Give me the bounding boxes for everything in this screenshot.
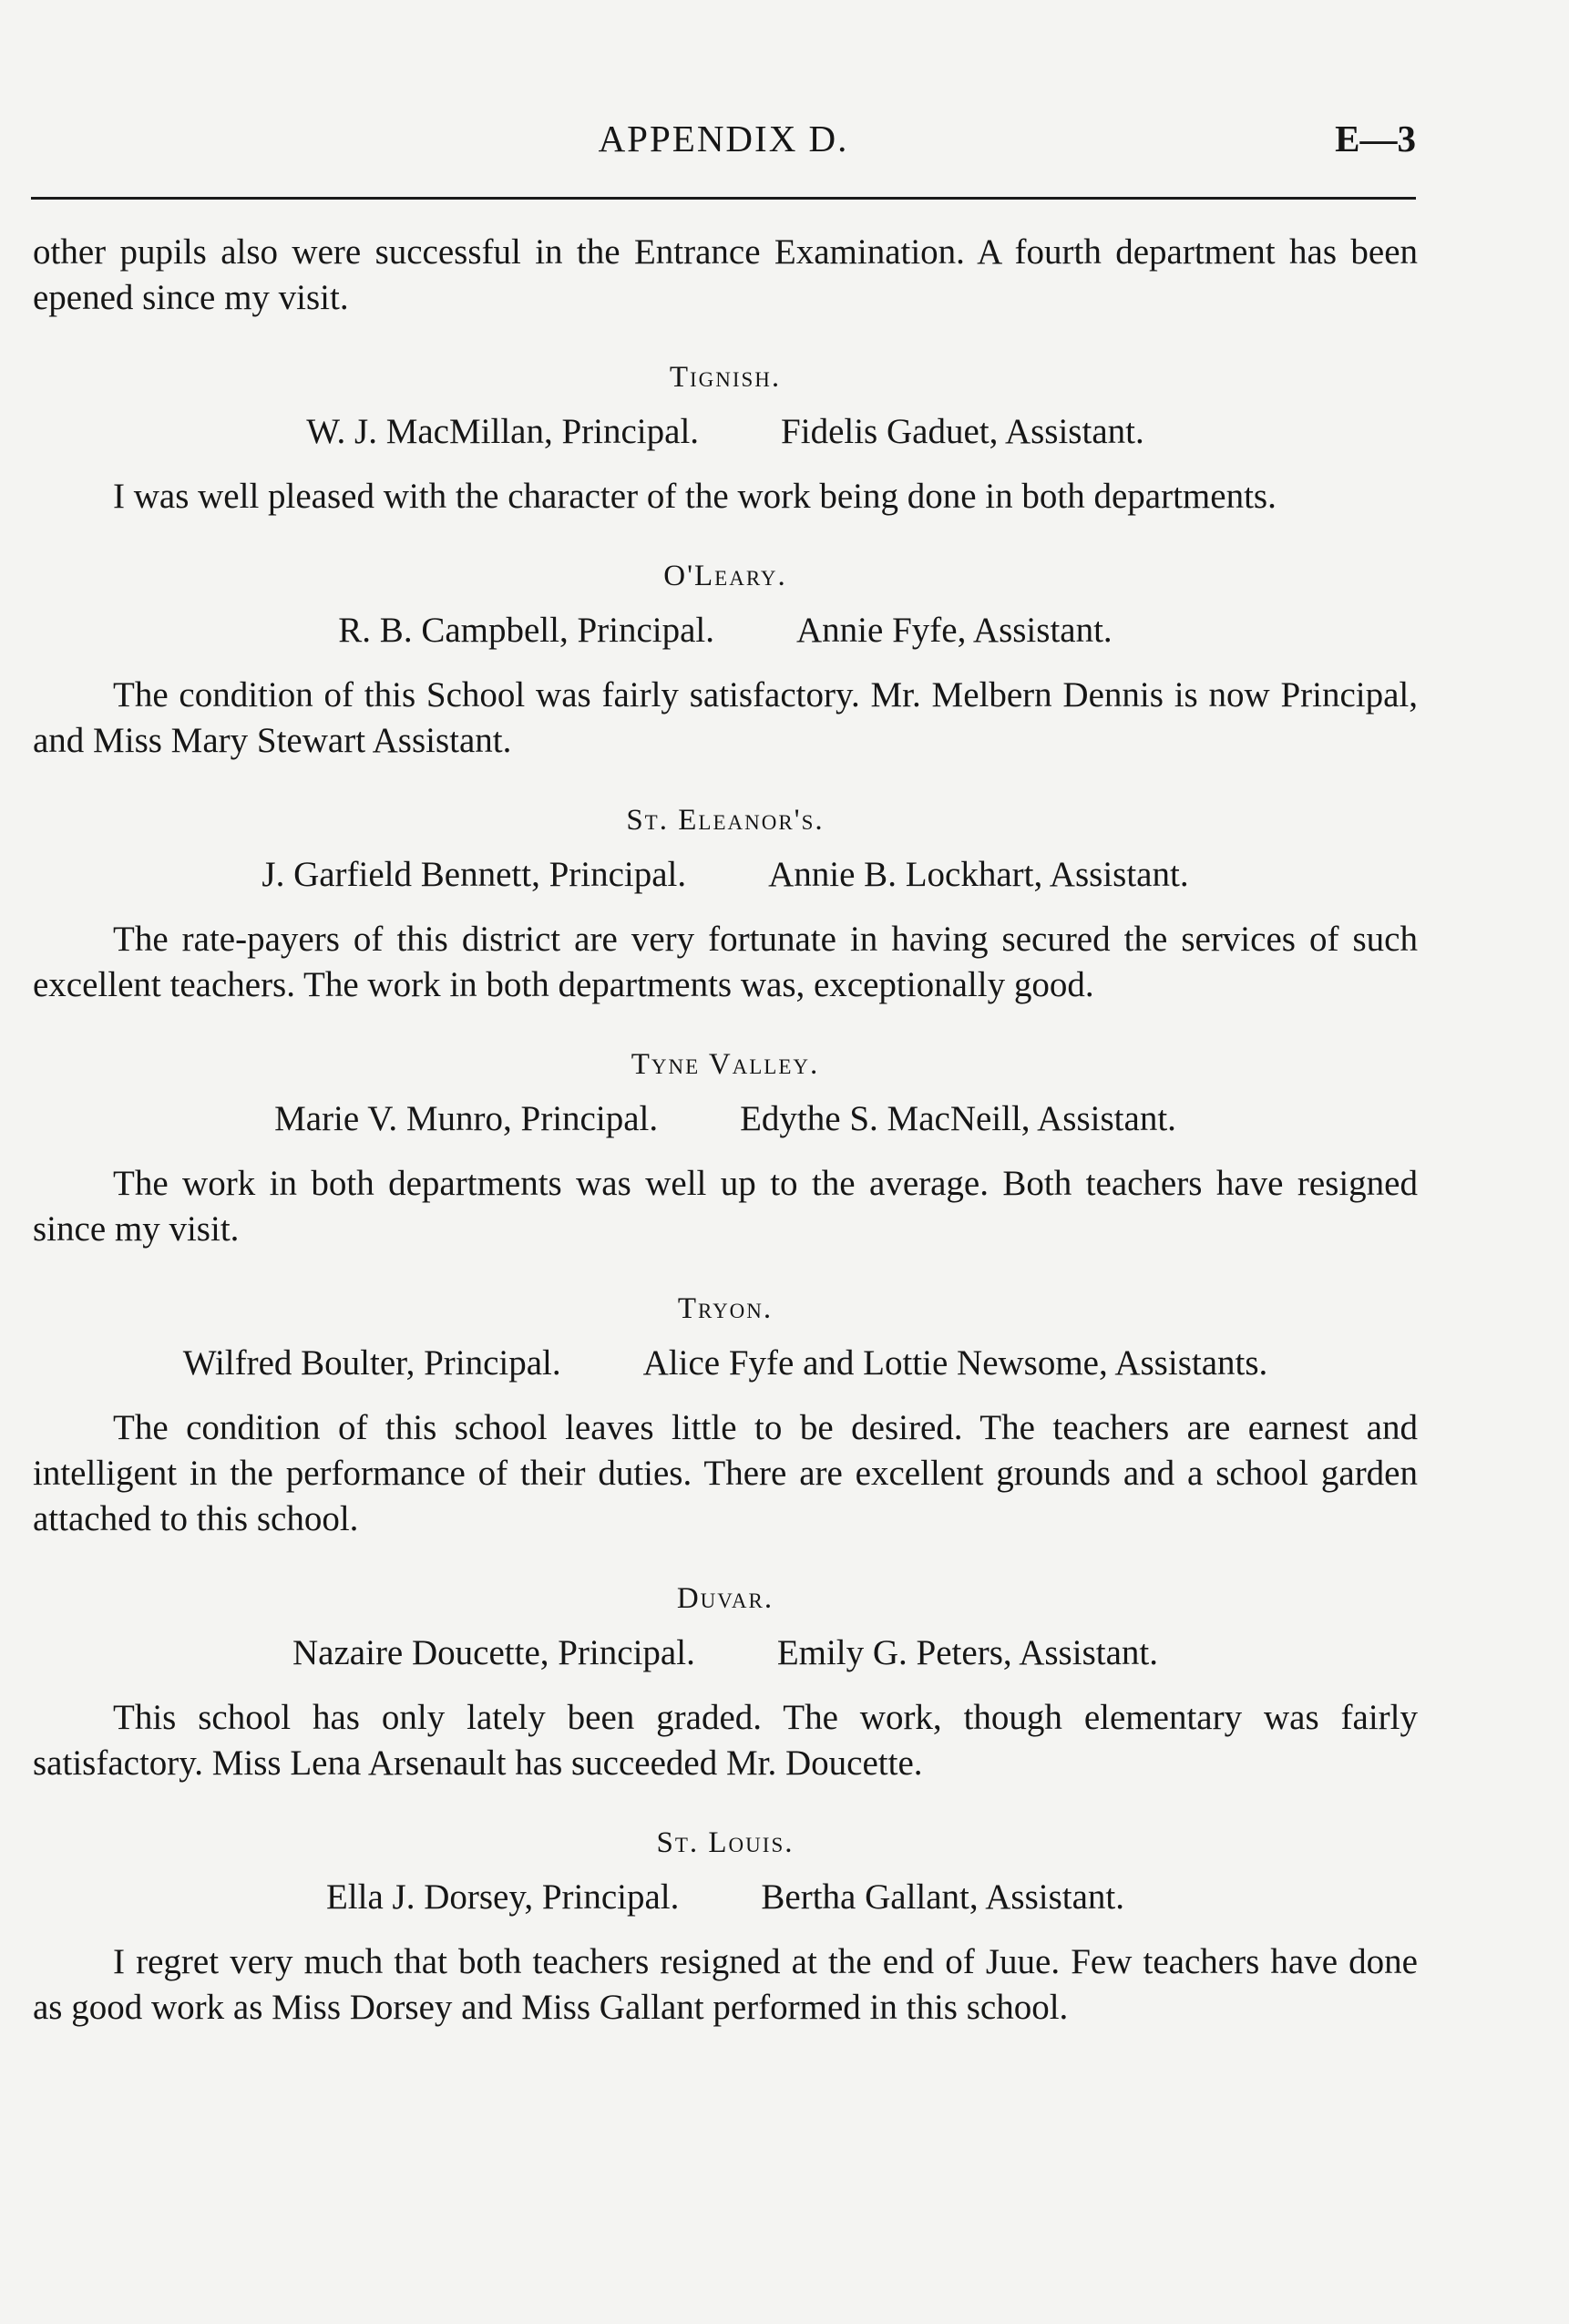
- staff-line: [33, 610, 1418, 651]
- school-report: The rate-payers of this district are very fortunate in having secured the services of such excellent teachers. The work in both departments was, exceptionally good.: [33, 920, 1418, 1004]
- school-section: [33, 560, 1418, 764]
- school-report: I regret very much that both teachers resigned at the end of Juue. Few teachers have done as good work as Miss Dorsey and Miss Gallant performed in this school.: [33, 1942, 1418, 2027]
- school-section: [33, 1826, 1418, 2031]
- assistant: Fidelis Gaduet, Assistant.: [781, 412, 1144, 451]
- staff-line: [33, 1877, 1418, 1918]
- principal: R. B. Campbell, Principal.: [338, 611, 715, 650]
- page-header: [31, 117, 1416, 180]
- page-number: E—3: [1335, 118, 1416, 159]
- assistant: Edythe S. MacNeill, Assistant.: [740, 1099, 1176, 1138]
- school-name: Tignish.: [669, 361, 782, 394]
- school-report: This school has only lately been graded. The work, though elementary was fairly satisfactory. Miss Lena Arsenault has succeeded Mr. Doucette.: [33, 1698, 1418, 1783]
- assistant: Bertha Gallant, Assistant.: [761, 1877, 1124, 1917]
- assistant: Alice Fyfe and Lottie Newsome, Assistants.: [642, 1343, 1268, 1383]
- principal: W. J. MacMillan, Principal.: [306, 412, 700, 451]
- principal: Ella J. Dorsey, Principal.: [325, 1877, 680, 1917]
- school-name: O'Leary.: [663, 560, 787, 592]
- school-section: [33, 361, 1418, 519]
- school-report: The condition of this school leaves little to be desired. The teachers are earnest and intelligent in the performance of their duties. There are excellent grounds and a school garden attached to this school.: [33, 1408, 1418, 1538]
- assistant: Annie B. Lockhart, Assistant.: [768, 855, 1189, 894]
- school-section: [33, 804, 1418, 1008]
- school-section: [33, 1582, 1418, 1786]
- staff-line: [33, 1342, 1418, 1383]
- principal: Nazaire Doucette, Principal.: [292, 1633, 695, 1672]
- assistant: Annie Fyfe, Assistant.: [796, 611, 1113, 650]
- school-section: [33, 1048, 1418, 1252]
- school-name: Duvar.: [676, 1582, 774, 1615]
- school-name: Tyne Valley.: [631, 1048, 820, 1081]
- staff-line: [33, 1632, 1418, 1673]
- page-content: [33, 230, 1418, 2031]
- school-name: St. Eleanor's.: [626, 804, 825, 837]
- assistant: Emily G. Peters, Assistant.: [776, 1633, 1158, 1672]
- principal: Wilfred Boulter, Principal.: [182, 1343, 561, 1383]
- staff-line: [33, 854, 1418, 895]
- school-section: [33, 1292, 1418, 1542]
- header-rule: [31, 197, 1416, 200]
- staff-line: [33, 1098, 1418, 1139]
- school-report: I was well pleased with the character of the work being done in both departments.: [113, 477, 1277, 516]
- staff-line: [33, 411, 1418, 452]
- appendix-title: APPENDIX D.: [598, 118, 849, 159]
- school-name: St. Louis.: [656, 1826, 795, 1859]
- school-name: Tryon.: [677, 1292, 774, 1325]
- principal: J. Garfield Bennett, Principal.: [262, 855, 687, 894]
- school-report: The condition of this School was fairly satisfactory. Mr. Melbern Dennis is now Principal, and Miss Mary Stewart Assistant.: [33, 675, 1418, 760]
- school-report: The work in both departments was well up to the average. Both teachers have resigned since my visit.: [33, 1164, 1418, 1249]
- intro-paragraph: other pupils also were successful in the Entrance Examination. A fourth department has been epened since my visit.: [33, 232, 1418, 317]
- principal: Marie V. Munro, Principal.: [274, 1099, 659, 1138]
